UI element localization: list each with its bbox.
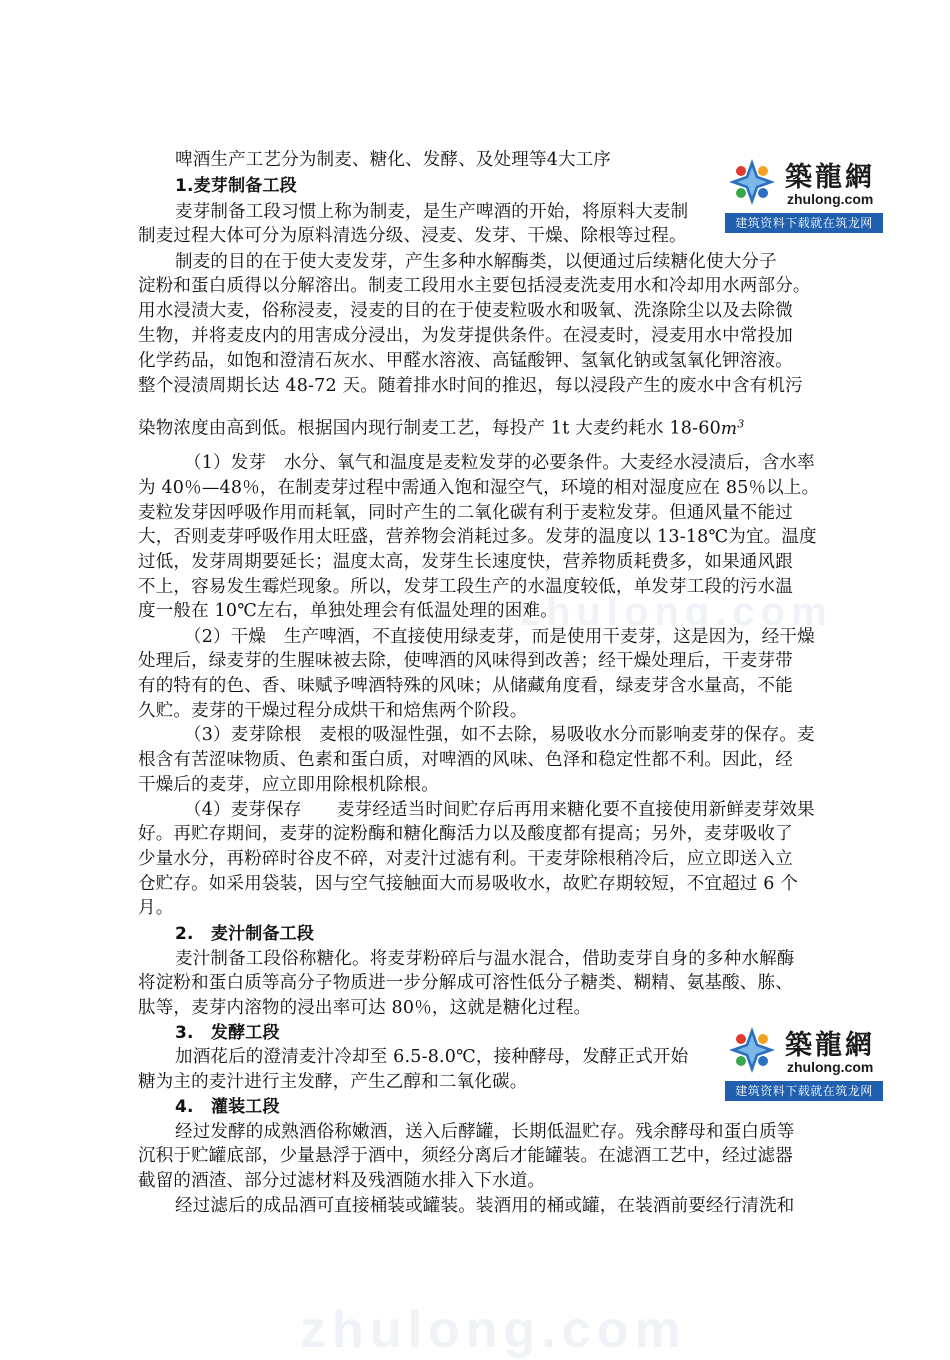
text-line: 好。再贮存期间，麦芽的淀粉酶和糖化酶活力以及酸度都有提高；另外，麦芽吸收了 [138, 824, 793, 844]
text-line: 少量水分，再粉碎时谷皮不碎，对麦汁过滤有利。干麦芽除根稍冷后，应立即送入立 [138, 849, 793, 869]
text-line [138, 412, 862, 441]
text-line: （2）干燥 生产啤酒，不直接使用绿麦芽，而是使用干麦芽，这是因为，经干燥 [184, 627, 815, 647]
zhulong-logo [725, 153, 885, 235]
text-line: 用水浸渍大麦，俗称浸麦，浸麦的目的在于使麦粒吸水和吸氧、洗涤除尘以及去除微 [138, 301, 793, 321]
text-line: 为 40％—48％，在制麦芽过程中需通入饱和湿空气，环境的相对湿度应在 85％以上。 [138, 478, 820, 498]
section-heading: 1.麦芽制备工段 [175, 176, 297, 196]
text-line: 久贮。麦芽的干燥过程分成烘干和焙焦两个阶段。 [138, 701, 528, 721]
logo-slogan: 建筑资料下载就在筑龙网 [725, 213, 883, 233]
text-line: 制麦的目的在于使大麦发芽，产生多种水解酶类，以便通过后续糖化使大分子 [175, 252, 777, 272]
section-heading: 4. 灌装工段 [175, 1097, 280, 1117]
text-line: 沉积于贮罐底部，少量悬浮于酒中，须经分离后才能罐装。在滤酒工艺中，经过滤器 [138, 1146, 793, 1166]
text-line: 月。 [138, 898, 174, 918]
text-line: 仓贮存。如采用袋装，因与空气接触面大而易吸收水，故贮存期较短，不宜超过 6 个 [138, 874, 799, 894]
text-line: （3）麦芽除根 麦根的吸湿性强，如不去除，易吸收水分而影响麦芽的保存。麦 [184, 725, 815, 745]
watermark: zhulong.com [520, 590, 833, 634]
text-line: 麦粒发芽因呼吸作用而耗氧，同时产生的二氧化碳有利于麦粒发芽。但通风量不能过 [138, 503, 793, 523]
text-line: 经过滤后的成品酒可直接桶装或罐装。装酒用的桶或罐，在装酒前要经行清洗和 [175, 1196, 795, 1216]
text-line: 干燥后的麦芽，应立即用除根机除根。 [138, 775, 439, 795]
text-line: 截留的酒渣、部分过滤材料及残酒随水排入下水道。 [138, 1171, 546, 1191]
text-line: 整个浸渍周期长达 48-72 天。随着排水时间的推迟，每以浸段产生的废水中含有机污 [138, 376, 803, 396]
unit-letter: m [720, 418, 738, 439]
text-line: 度一般在 10℃左右，单独处理会有低温处理的困难。 [138, 601, 558, 621]
text-line: 处理后，绿麦芽的生腥味被去除，使啤酒的风味得到改善；经干燥处理后，干麦芽带 [138, 651, 793, 671]
text-line: 淀粉和蛋白质得以分解溶出。制麦工段用水主要包括浸麦洗麦用水和冷却用水两部分。 [138, 276, 811, 296]
logo-brand-cn: 築龍網 [785, 162, 875, 193]
text-line: 将淀粉和蛋白质等高分子物质进一步分解成可溶性低分子糖类、糊精、氨基酸、胨、 [138, 973, 793, 993]
text-line: 麦芽制备工段习惯上称为制麦，是生产啤酒的开始，将原料大麦制 [175, 202, 689, 222]
text-line: 加酒花后的澄清麦汁冷却至 6.5-8.0℃，接种酵母，发酵正式开始 [175, 1047, 689, 1067]
section-heading: 3. 发酵工段 [175, 1023, 280, 1043]
text-line: 生物，并将麦皮内的用害成分浸出，为发芽提供条件。在浸麦时，浸麦用水中常投加 [138, 326, 793, 346]
text-line: 制麦过程大体可分为原料清选分级、浸麦、发芽、干燥、除根等过程。 [138, 226, 687, 246]
text-line: 不上，容易发生霉烂现象。所以，发芽工段生产的水温度较低，单发芽工段的污水温 [138, 577, 793, 597]
text-span: 染物浓度由高到低。根据国内现行制麦工艺，每投产 1t 大麦约耗水 18-60 [138, 418, 721, 439]
unit-cubic-meter [721, 419, 745, 439]
logo-slogan: 建筑资料下载就在筑龙网 [725, 1081, 883, 1101]
text-line: 麦汁制备工段俗称糖化。将麦芽粉碎后与温水混合，借助麦芽自身的多种水解酶 [175, 949, 795, 969]
text-line: 根含有苦涩味物质、色素和蛋白质，对啤酒的风味、色泽和稳定性都不利。因此，经 [138, 750, 793, 770]
text-line: 化学药品，如饱和澄清石灰水、甲醛水溶液、高锰酸钾、氢氧化钠或氢氧化钾溶液。 [138, 351, 793, 371]
unit-exponent: 3 [737, 417, 745, 430]
text-line: 有的特有的色、香、味赋予啤酒特殊的风味；从储藏角度看，绿麦芽含水量高，不能 [138, 676, 793, 696]
zhulong-logo-icon [727, 1025, 777, 1075]
text-line: 肽等，麦芽内溶物的浸出率可达 80％，这就是糖化过程。 [138, 998, 592, 1018]
logo-brand-en: zhulong.com [787, 191, 874, 207]
logo-brand-en: zhulong.com [787, 1059, 874, 1075]
zhulong-logo-icon [727, 157, 777, 207]
intro-line: 啤酒生产工艺分为制麦、糖化、发酵、及处理等4大工序 [175, 150, 612, 170]
text-line: （4）麦芽保存 麦芽经适当时间贮存后再用来糖化要不直接使用新鲜麦芽效果 [184, 800, 815, 820]
text-line: （1）发芽 水分、氧气和温度是麦粒发芽的必要条件。大麦经水浸渍后，含水率 [184, 453, 815, 473]
text-line: 过低，发芽周期要延长；温度太高，发芽生长速度快，营养物质耗费多，如果通风跟 [138, 552, 793, 572]
text-line: 糖为主的麦汁进行主发酵，产生乙醇和二氧化碳。 [138, 1072, 528, 1092]
logo-brand-cn: 築龍網 [785, 1030, 875, 1061]
text-line: 经过发酵的成熟酒俗称嫩酒，送入后酵罐，长期低温贮存。残余酵母和蛋白质等 [175, 1122, 795, 1142]
watermark: zhulong.com [300, 1301, 687, 1359]
text-line: 大，否则麦芽呼吸作用太旺盛，营养物会消耗过多。发芽的温度以 13-18℃为宜。温度 [138, 527, 817, 547]
section-heading: 2. 麦汁制备工段 [175, 924, 315, 944]
zhulong-logo [725, 1021, 885, 1103]
